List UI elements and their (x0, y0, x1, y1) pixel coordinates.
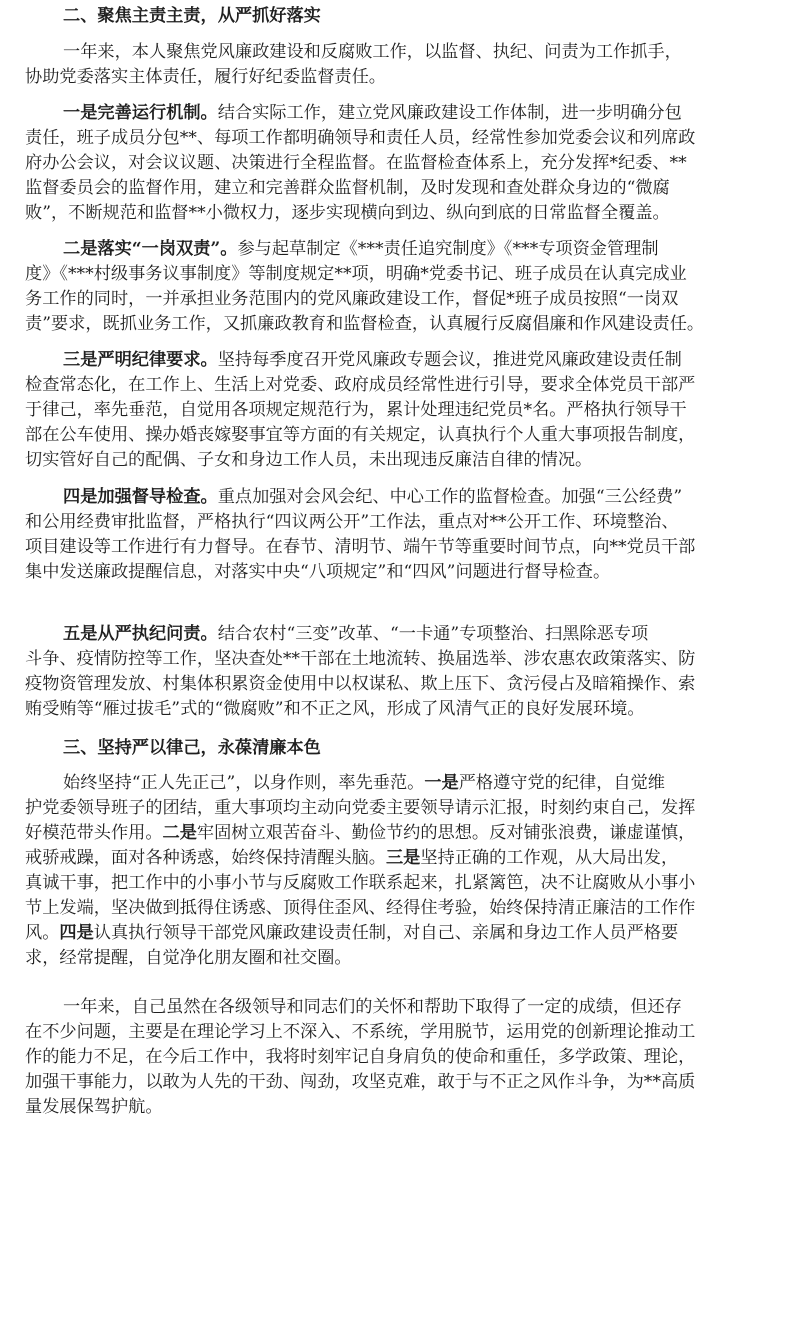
paragraph-line: 项目建设等工作进行有力督导。在春节、清明节、端午节等重要时间节点，向**党员干部 (25, 537, 696, 557)
paragraph-line: 一年来，本人聚焦党风廉政建设和反腐败工作，以监督、执纪、问责为工作抓手， (63, 42, 682, 62)
paragraph-line: 护党委领导班子的团结，重大事项均主动向党委主要领导请示汇报，时刻约束自己，发挥 (25, 798, 696, 818)
paragraph-line: 度》《***村级事务议事制度》等制度规定**项，明确*党委书记、班子成员在认真完成业 (25, 264, 687, 284)
paragraph-line (25, 348, 780, 373)
paragraph-line (25, 622, 780, 647)
paragraph-lead: 三是 (385, 848, 421, 868)
paragraph-text: 始终坚持“正人先正己”，以身作则，率先垂范。 (63, 773, 425, 793)
paragraph-line: 责”要求，既抓业务工作，又抓廉政教育和监督检查，认真履行反腐倡廉和作风建设责任。 (25, 314, 705, 334)
paragraph-line (25, 101, 780, 126)
paragraph-line: 真诚干事，把工作中的小事小节与反腐败工作联系起来，扎紧篱笆，决不让腐败从小事小 (25, 873, 696, 893)
paragraph-text: 结合农村“三变”改革、“一卡通”专项整治、扫黑除恶专项 (217, 624, 649, 644)
paragraph-line: 于律己，率先垂范，自觉用各项规定规范行为，累计处理违纪党员*名。严格执行领导干 (25, 400, 687, 420)
paragraph-mechanism (25, 101, 780, 226)
paragraph-accountability (25, 622, 780, 722)
paragraph-line: 求，经常提醒，自觉净化朋友圈和社交圈。 (25, 948, 352, 968)
paragraph-text: 好模范带头作用。 (25, 823, 163, 843)
paragraph-lead: 四是 (59, 923, 94, 943)
paragraph-line: 贿受贿等“雁过拔毛”式的“微腐败”和不正之风，形成了风清气正的良好发展环境。 (25, 699, 645, 719)
paragraph-line: 责任，班子成员分包**、每项工作都明确领导和责任人员，经常性参加党委会议和列席政 (25, 128, 696, 148)
paragraph-line: 在不少问题，主要是在理论学习上不深入、不系统，学用脱节，运用党的创新理论推动工 (25, 1022, 696, 1042)
paragraph-lead: 一是 (424, 773, 459, 793)
paragraph-line: 协助党委落实主体责任，履行好纪委监督责任。 (25, 67, 386, 87)
paragraph-line: 切实管好自己的配偶、子女和身边工作人员，未出现违反廉洁自律的情况。 (25, 450, 593, 470)
paragraph-self-discipline (25, 771, 780, 971)
paragraph-text: 坚持正确的工作观，从大局出发， (420, 848, 679, 868)
paragraph-line: 府办公会议，对会议议题、决策进行全程监督。在监督检查体系上，充分发挥*纪委、** (25, 153, 687, 173)
paragraph-text: 参与起草制定《***责任追究制度》《***专项资金管理制 (237, 239, 659, 259)
paragraph-text: 严格遵守党的纪律，自觉维 (458, 773, 665, 793)
paragraph-line (25, 846, 780, 871)
paragraph-line: 败”，不断规范和监督**小微权力，逐步实现横向到边、纵向到底的日常监督全覆盖。 (25, 203, 670, 223)
paragraph-line: 疫物资管理发放、村集体积累资金使用中以权谋私、欺上压下、贪污侵占及暗箱操作、索 (25, 674, 696, 694)
paragraph-line: 量发展保驾护航。 (25, 1097, 163, 1117)
paragraph-line: 和公用经费审批监督，严格执行“四议两公开”工作法，重点对**公开工作、环境整治、 (25, 512, 679, 532)
paragraph-lead: 二是 (162, 823, 197, 843)
paragraph-line: 集中发送廉政提醒信息，对落实中央“八项规定”和“四风”问题进行督导检查。 (25, 562, 611, 582)
paragraph-line: 斗争、疫情防控等工作，坚决查处**干部在土地流转、换届选举、涉农惠农政策落实、防 (25, 649, 696, 669)
paragraph-lead: 五是从严执纪问责。 (63, 624, 218, 644)
paragraph-text: 结合实际工作，建立党风廉政建设工作体制，进一步明确分包 (217, 103, 682, 123)
paragraph-line: 加强干事能力，以敢为人先的干劲、闯劲，攻坚克难，敢于与不正之风作斗争，为**高质 (25, 1072, 696, 1092)
paragraph-line: 务工作的同时，一并承担业务范围内的党风廉政建设工作，督促*班子成员按照“一岗双 (25, 289, 679, 309)
paragraph-line: 一年来，自己虽然在各级领导和同志们的关怀和帮助下取得了一定的成绩，但还存 (63, 997, 682, 1017)
paragraph-responsibility (25, 237, 780, 337)
paragraph-conclusion (25, 995, 780, 1120)
paragraph-line (25, 485, 780, 510)
paragraph-text: 风。 (25, 923, 60, 943)
paragraph-line: 部在公车使用、操办婚丧嫁娶事宜等方面的有关规定，认真执行个人重大事项报告制度， (25, 425, 696, 445)
paragraph-text: 重点加强对会风会纪、中心工作的监督检查。加强“三公经费” (217, 487, 683, 507)
paragraph-supervision (25, 485, 780, 585)
paragraph-line: 节上发端，坚决做到抵得住诱惑、顶得住歪风、经得住考验，始终保持清正廉洁的工作作 (25, 898, 696, 918)
paragraph-text: 坚持每季度召开党风廉政专题会议，推进党风廉政建设责任制 (217, 350, 682, 370)
section-heading-2 (25, 4, 780, 29)
paragraph-line (25, 921, 780, 946)
paragraph-lead: 一是完善运行机制。 (63, 103, 218, 123)
heading-text: 二、聚焦主责主责，从严抓好落实 (63, 6, 321, 26)
paragraph-lead: 二是落实“一岗双责”。 (63, 239, 238, 259)
paragraph-text: 认真执行领导干部党风廉政建设责任制，对自己、亲属和身边工作人员严格要 (93, 923, 679, 943)
paragraph-text: 牢固树立艰苦奋斗、勤俭节约的思想。反对铺张浪费，谦虚谨慎， (196, 823, 696, 843)
heading-text: 三、坚持严以律己，永葆清廉本色 (63, 738, 321, 758)
paragraph-line: 监督委员会的监督作用，建立和完善群众监督机制，及时发现和查处群众身边的“微腐 (25, 178, 670, 198)
paragraph-lead: 四是加强督导检查。 (63, 487, 218, 507)
paragraph-intro (25, 40, 780, 90)
paragraph-lead: 三是严明纪律要求。 (63, 350, 218, 370)
paragraph-line (25, 237, 780, 262)
paragraph-line (25, 821, 780, 846)
paragraph-line: 检查常态化，在工作上、生活上对党委、政府成员经常性进行引导，要求全体党员干部严 (25, 375, 696, 395)
paragraph-line: 作的能力不足，在今后工作中，我将时刻牢记自身肩负的使命和重任，多学政策、理论， (25, 1047, 696, 1067)
paragraph-line (25, 771, 780, 796)
section-heading-3 (25, 736, 780, 761)
paragraph-discipline (25, 348, 780, 473)
paragraph-text: 戒骄戒躁，面对各种诱惑，始终保持清醒头脑。 (25, 848, 386, 868)
